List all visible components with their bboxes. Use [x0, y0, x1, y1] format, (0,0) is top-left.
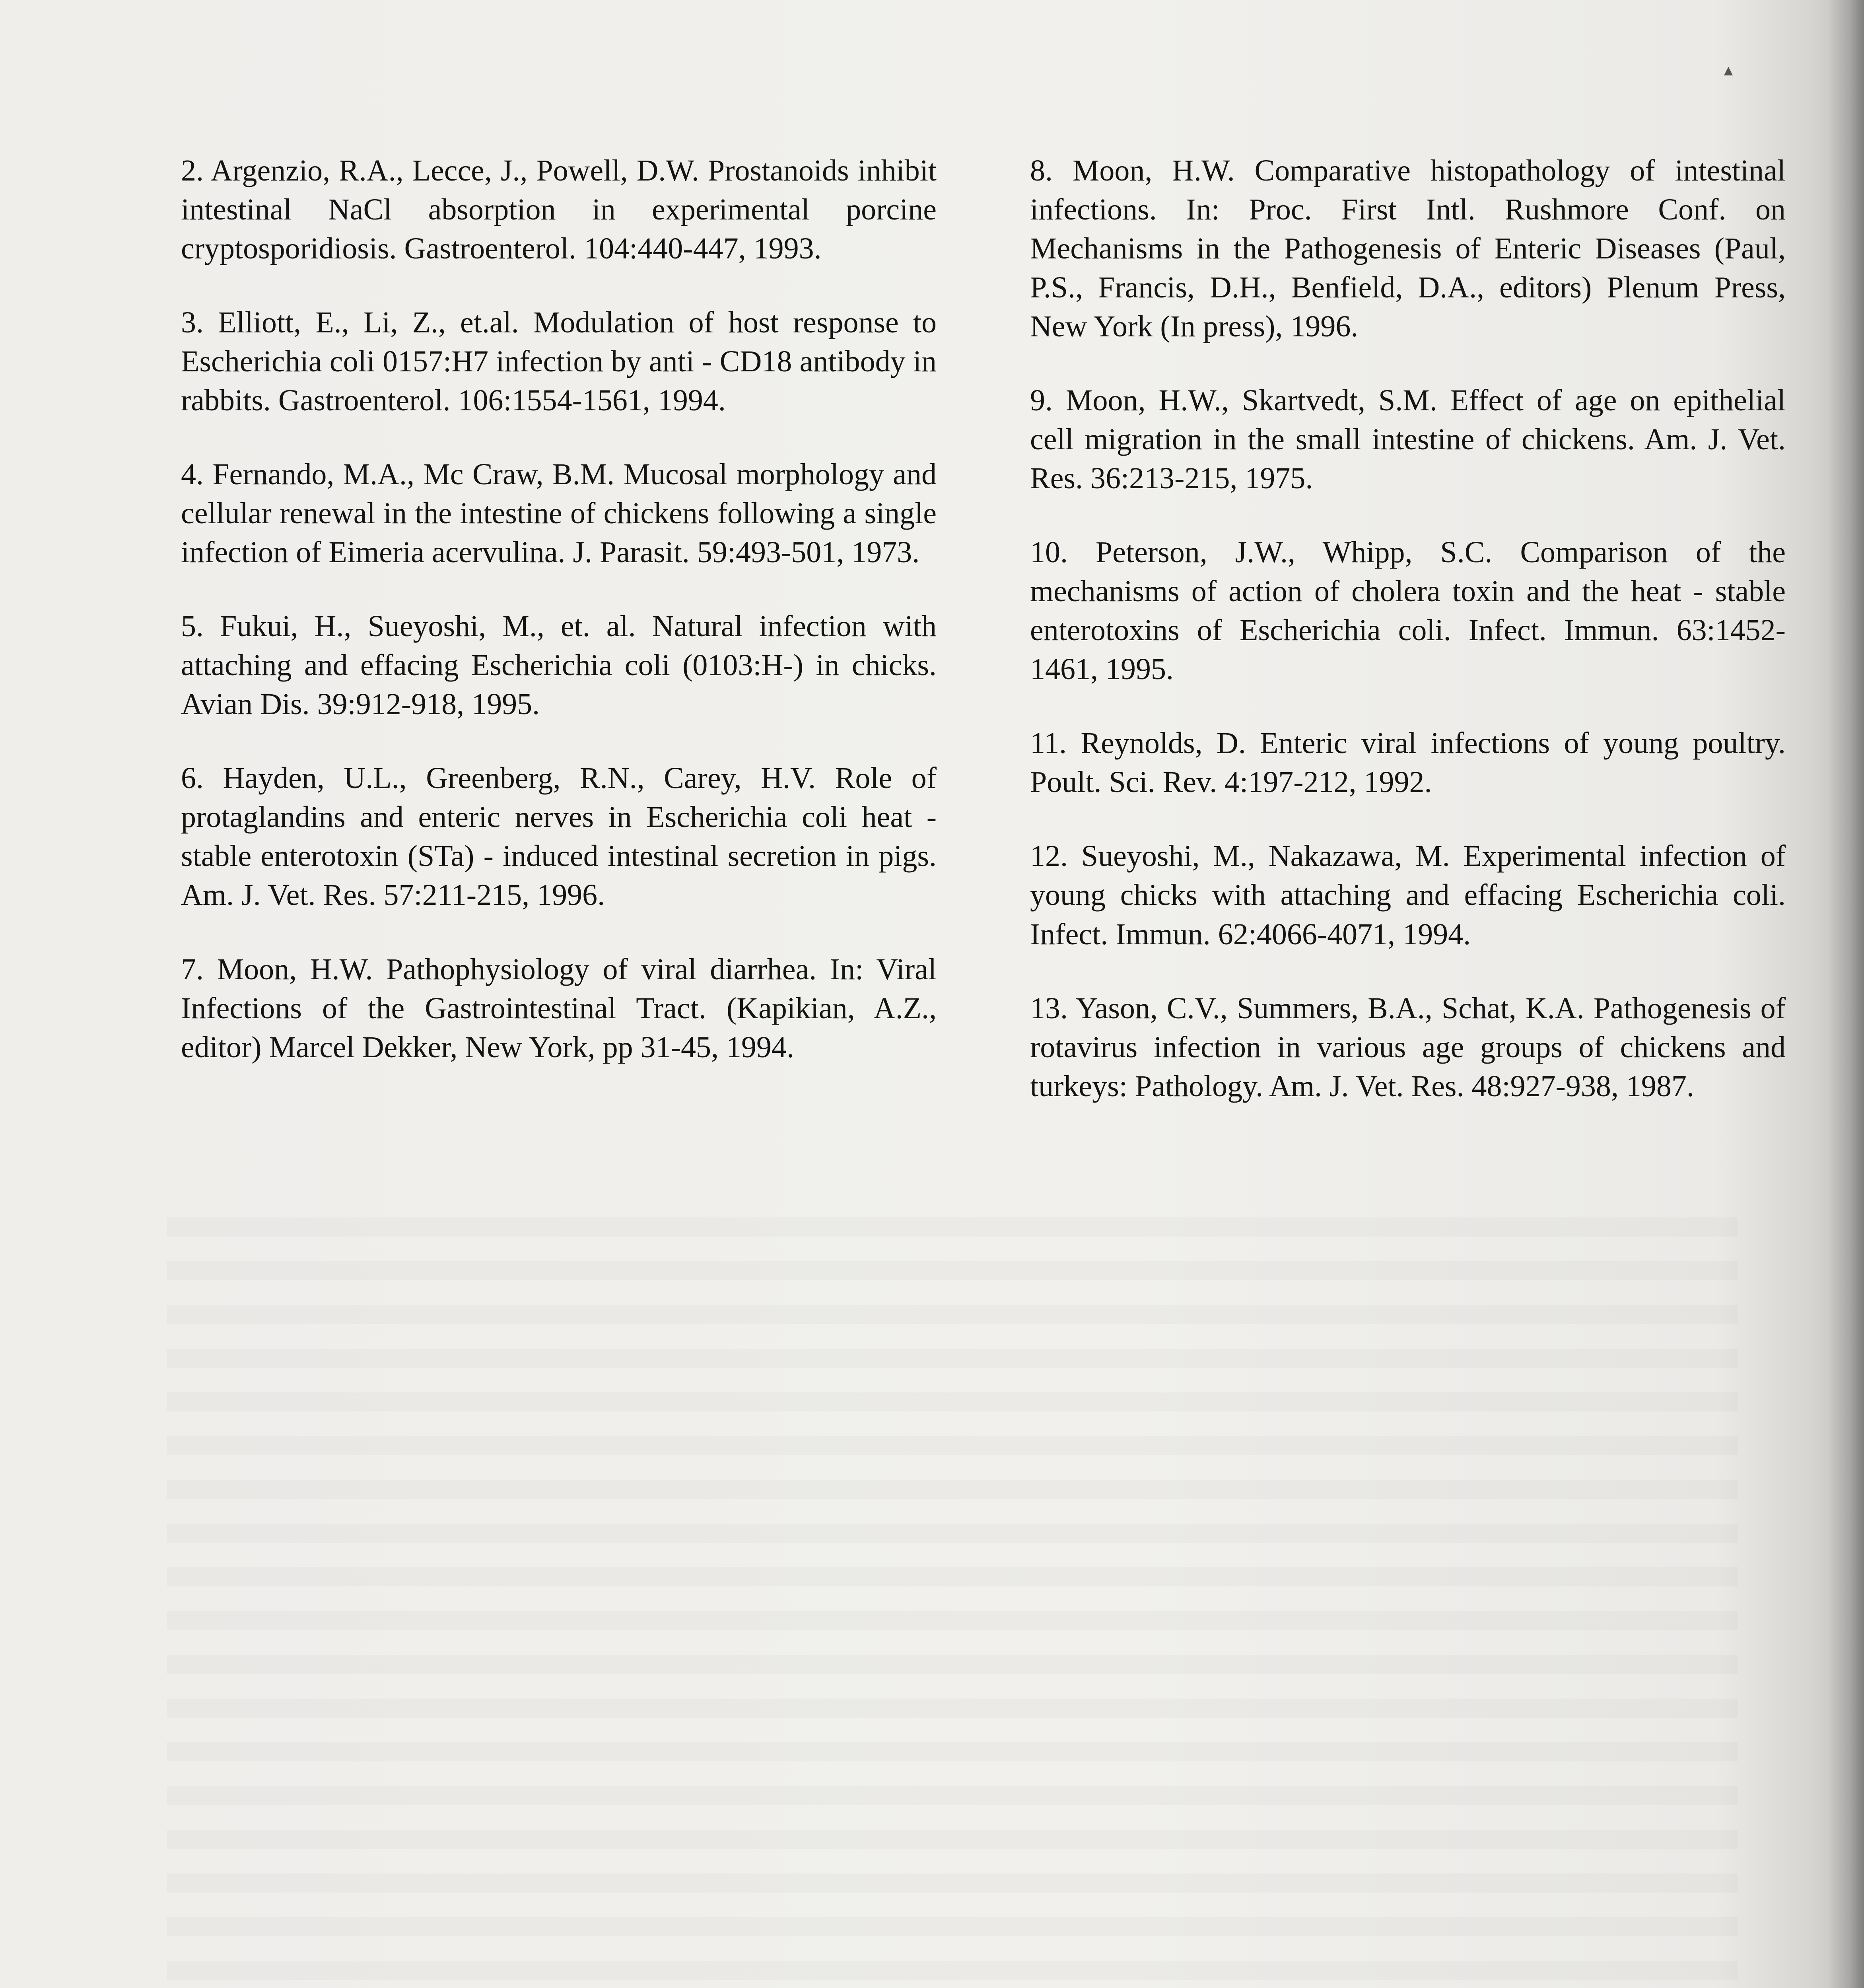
- reference-entry: 2. Argenzio, R.A., Lecce, J., Powell, D.W. Prostanoids inhibit intestinal NaCl absorption in experimental porcine cryptosporidiosis. Gastroenterol. 104:440-447, 1993.: [181, 154, 937, 266]
- reference-entry: 3. Elliott, E., Li, Z., et.al. Modulation of host response to Escherichia coli 0157:H7 infection by anti - CD18 antibody in rabbits. Gastroenterol. 106:1554-1561, 1994.: [181, 306, 937, 417]
- reference-entry: 7. Moon, H.W. Pathophysiology of viral diarrhea. In: Viral Infections of the Gastrointestinal Tract. (Kapikian, A.Z., editor) Marcel Dekker, New York, pp 31-45, 1994.: [181, 952, 937, 1064]
- reference-entry: 13. Yason, C.V., Summers, B.A., Schat, K.A. Pathogenesis of rotavirus infection in various age groups of chickens and turkeys: Pathology. Am. J. Vet. Res. 48:927-938, 1987.: [1030, 991, 1786, 1103]
- references-right-column: [1030, 151, 1786, 1141]
- edge-mark: ▴: [1724, 60, 1733, 80]
- page-edge-shadow: [1828, 0, 1864, 1988]
- reference-entry: 9. Moon, H.W., Skartvedt, S.M. Effect of age on epithelial cell migration in the small intestine of chickens. Am. J. Vet. Res. 36:213-215, 1975.: [1030, 384, 1786, 495]
- reference-entry: 11. Reynolds, D. Enteric viral infections of young poultry. Poult. Sci. Rev. 4:197-212, 1992.: [1030, 726, 1786, 799]
- reference-entry: 8. Moon, H.W. Comparative histopathology of intestinal infections. In: Proc. First Intl. Rushmore Conf. on Mechanisms in the Pathogenesis of Enteric Diseases (Paul, P.S., Francis, D.H., Benfield, D.A., editors) Plenum Press, New York (In press), 1996.: [1030, 154, 1786, 344]
- reference-entry: 6. Hayden, U.L., Greenberg, R.N., Carey, H.V. Role of protaglandins and enteric nerves in Escherichia coli heat - stable enterotoxin (STa) - induced intestinal secretion in pigs. Am. J. Vet. Res. 57:211-215, 1996.: [181, 761, 937, 912]
- bleed-through-texture: [167, 1193, 1738, 1988]
- references-left-column: [181, 151, 937, 1102]
- reference-entry: 12. Sueyoshi, M., Nakazawa, M. Experimental infection of young chicks with attaching and effacing Escherichia coli. Infect. Immun. 62:4066-4071, 1994.: [1030, 839, 1786, 951]
- reference-entry: 4. Fernando, M.A., Mc Craw, B.M. Mucosal morphology and cellular renewal in the intestine of chickens following a single infection of Eimeria acervulina. J. Parasit. 59:493-501, 1973.: [181, 458, 937, 569]
- reference-entry: 5. Fukui, H., Sueyoshi, M., et. al. Natural infection with attaching and effacing Escherichia coli (0103:H-) in chicks. Avian Dis. 39:912-918, 1995.: [181, 610, 937, 721]
- reference-entry: 10. Peterson, J.W., Whipp, S.C. Comparison of the mechanisms of action of cholera toxin and the heat - stable enterotoxins of Escherichia coli. Infect. Immun. 63:1452-1461, 1995.: [1030, 536, 1786, 686]
